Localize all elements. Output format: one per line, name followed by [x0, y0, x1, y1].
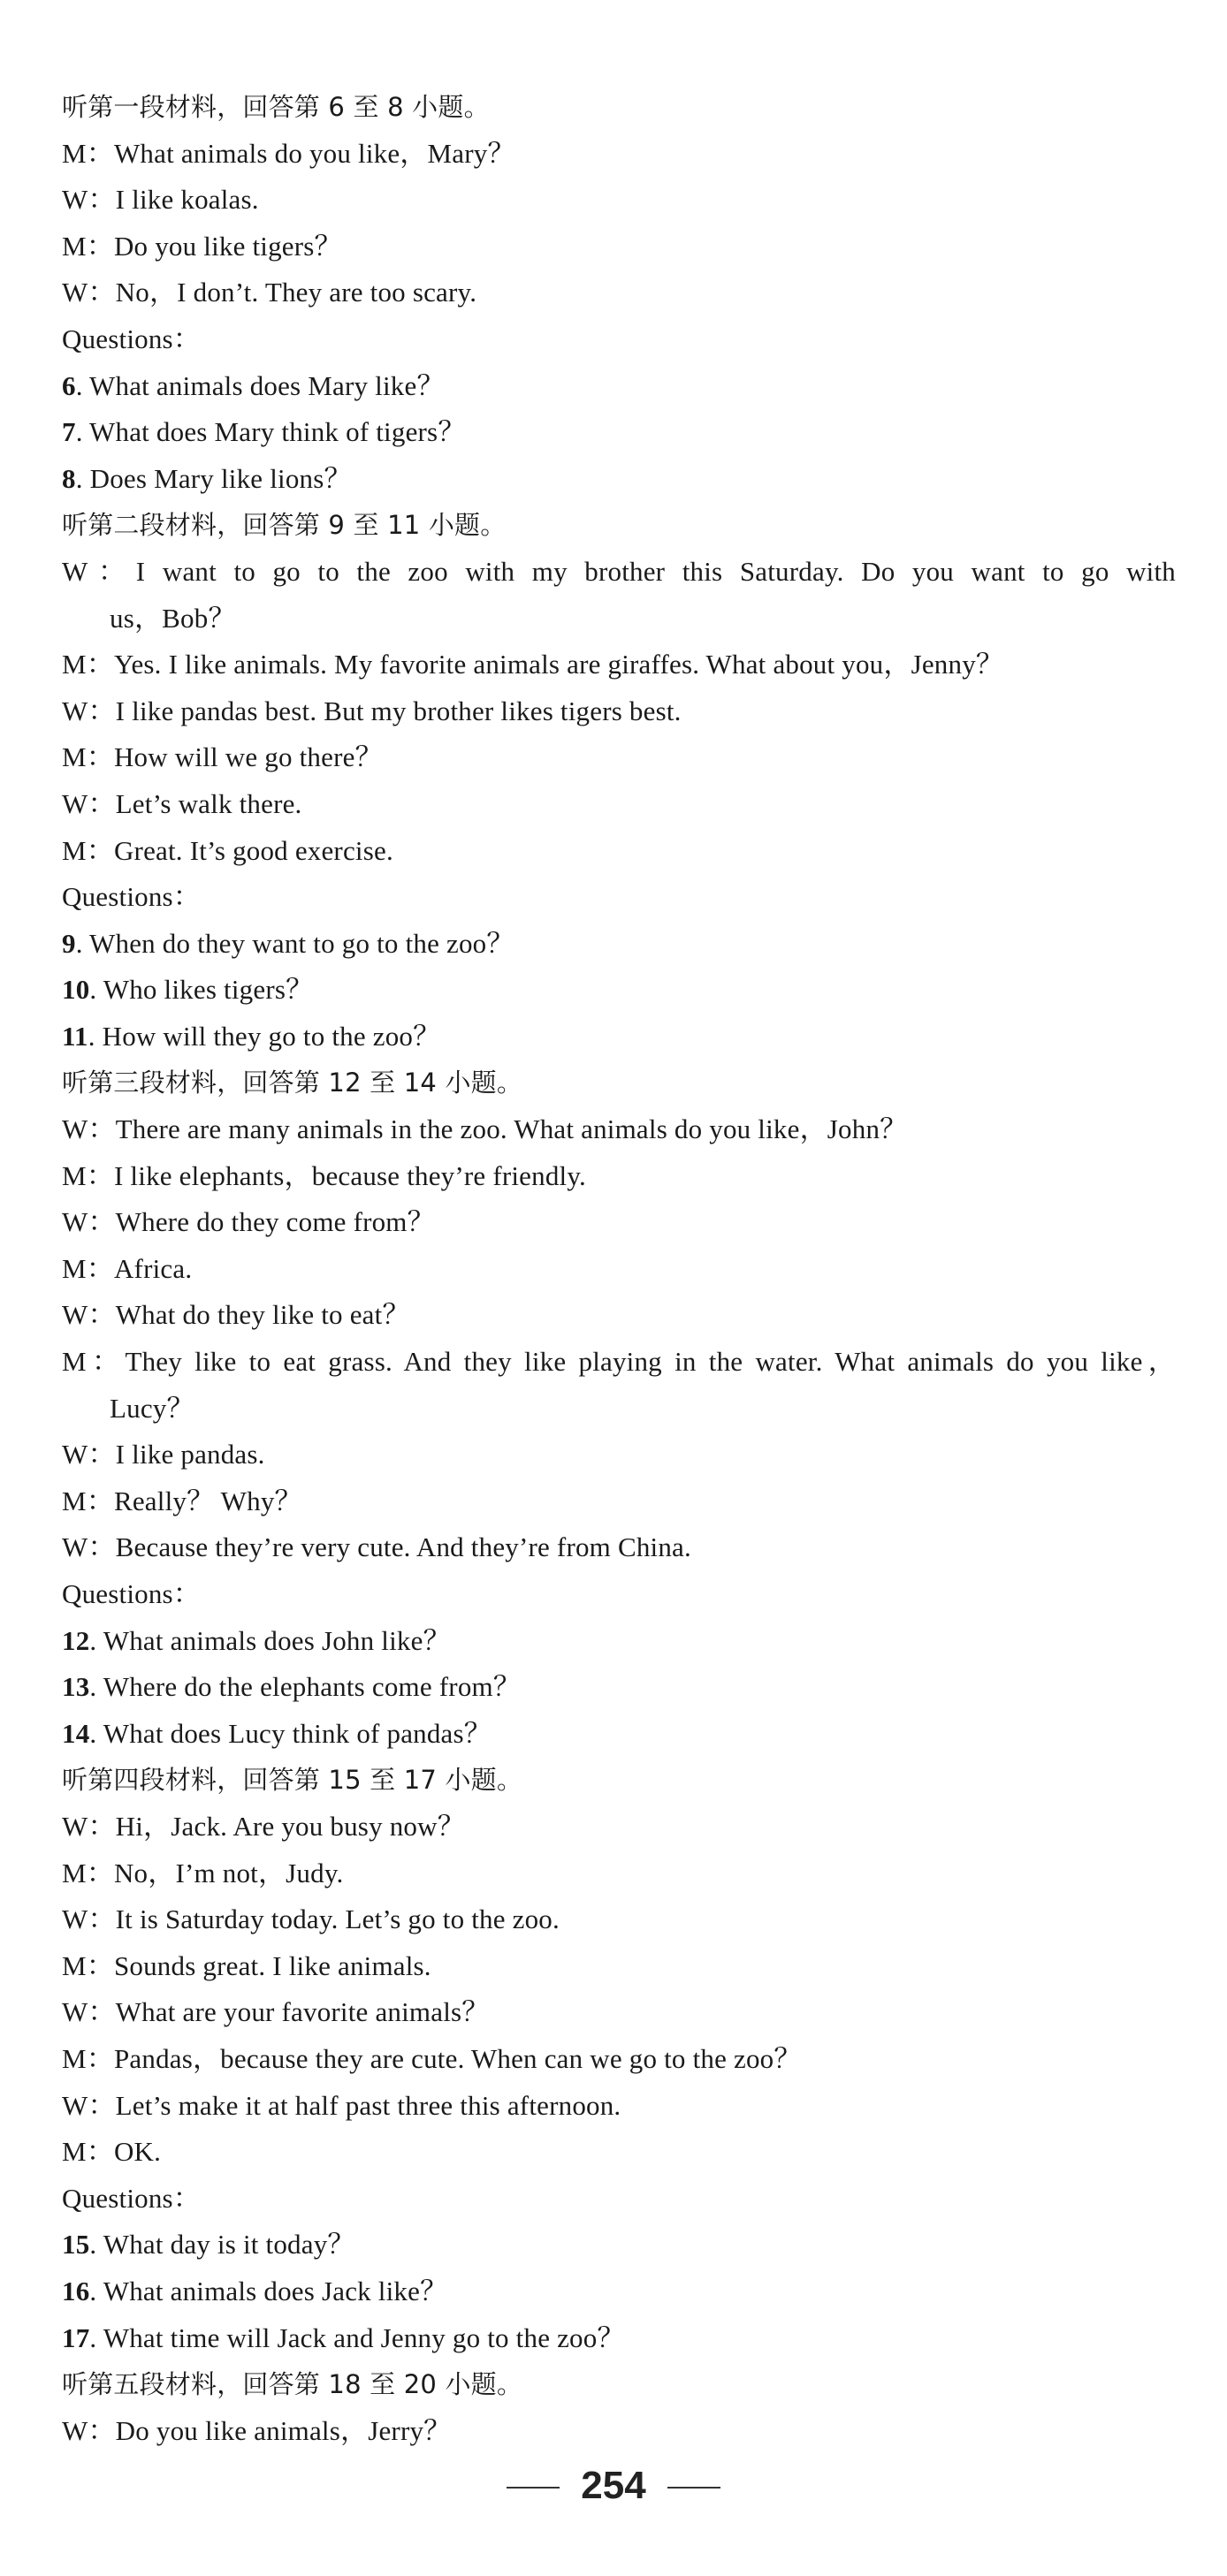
question-item: [62, 921, 1176, 968]
dialog-line: W：Hi，Jack. Are you busy now？: [62, 1810, 465, 1842]
page-footer: [0, 2464, 1227, 2508]
dialog-line: W：What are your favorite animals？: [62, 1996, 490, 2028]
question-text: . What does Mary think of tigers？: [75, 416, 466, 448]
question-number: 12: [62, 1624, 90, 1656]
dialog-line: W：There are many animals in the zoo. What animals do you like，John？: [62, 1113, 908, 1145]
section-heading: 听第二段材料，回答第 9 至 11 小题。: [62, 510, 507, 541]
question-text: . What animals does Mary like？: [75, 369, 445, 401]
dialog-line: M：Do you like tigers？: [62, 230, 342, 262]
dialog-line: M：What animals do you like，Mary？: [62, 137, 515, 169]
question-text: . What animals does John like？: [89, 1624, 451, 1656]
dialog-line: W：Do you like animals，Jerry？: [62, 2414, 452, 2446]
footer-dash-right: [667, 2487, 720, 2489]
question-item: [62, 2222, 1176, 2268]
dialog-line: W：It is Saturday today. Let’s go to the zoo.: [62, 1904, 560, 1935]
dialog-line: [62, 549, 1176, 642]
question-text: . Who likes tigers？: [89, 974, 314, 1006]
question-number: 13: [62, 1671, 90, 1703]
dialog-line: W：No，I don’t. They are too scary.: [62, 277, 477, 308]
question-text: . Where do the elephants come from？: [89, 1671, 522, 1703]
dialog-text: M：They like to eat grass. And they like playing in the water. What animals do you like，: [62, 1346, 1176, 1378]
section-heading: 听第四段材料，回答第 15 至 17 小题。: [62, 1765, 523, 1796]
dialog-line: W：I like koalas.: [62, 184, 259, 216]
question-item: [62, 409, 1176, 456]
section-heading: 听第三段材料，回答第 12 至 14 小题。: [62, 1068, 523, 1098]
dialog-line: M：Sounds great. I like animals.: [62, 1949, 431, 1981]
dialog-line: W：I like pandas.: [62, 1439, 265, 1470]
section-heading: 听第一段材料，回答第 6 至 8 小题。: [62, 92, 490, 122]
question-item: [62, 456, 1176, 503]
dialog-line: M：Africa.: [62, 1252, 193, 1284]
question-number: 17: [62, 2321, 90, 2353]
footer-dash-left: [507, 2487, 560, 2489]
question-number: 15: [62, 2229, 90, 2261]
questions-label: Questions：: [62, 1578, 201, 1609]
dialog-line: [62, 1339, 1176, 1432]
dialog-line: W：Let’s make it at half past three this afternoon.: [62, 2089, 621, 2121]
dialog-line: W：Let’s walk there.: [62, 787, 302, 819]
dialog-line: M：Really？ Why？: [62, 1485, 302, 1516]
question-number: 14: [62, 1717, 90, 1749]
question-item: [62, 967, 1176, 1014]
question-number: 11: [62, 1020, 88, 1052]
dialog-line: W：I like pandas best. But my brother likes tigers best.: [62, 695, 682, 726]
dialog-line: W：Where do they come from？: [62, 1206, 435, 1238]
page-number: 254: [581, 2464, 646, 2507]
question-item: [62, 1014, 1176, 1060]
transcript-body: [62, 84, 1176, 2454]
questions-label: Questions：: [62, 881, 201, 913]
dialog-line: M：How will we go there？: [62, 741, 383, 773]
dialog-continuation: Lucy？: [110, 1392, 194, 1424]
dialog-line: M：No，I’m not，Judy.: [62, 1857, 344, 1888]
dialog-line: W：Because they’re very cute. And they’re from China.: [62, 1531, 691, 1563]
question-number: 6: [62, 369, 76, 401]
question-text: . What animals does Jack like？: [89, 2275, 448, 2306]
question-number: 7: [62, 416, 76, 448]
dialog-text: W：I want to go to the zoo with my brother this Saturday. Do you want to go with: [62, 555, 1176, 587]
dialog-continuation: us，Bob？: [110, 602, 236, 634]
dialog-line: M：I like elephants，because they’re friendly.: [62, 1159, 586, 1191]
question-text: . When do they want to go to the zoo？: [75, 927, 514, 959]
dialog-line: M：Great. It’s good exercise.: [62, 834, 393, 866]
dialog-line: M：Yes. I like animals. My favorite animals are giraffes. What about you，Jenny？: [62, 649, 1004, 680]
question-item: [62, 2315, 1176, 2362]
question-item: [62, 1664, 1176, 1711]
question-number: 16: [62, 2275, 90, 2306]
dialog-line: W：What do they like to eat？: [62, 1299, 410, 1331]
question-number: 10: [62, 974, 90, 1006]
question-number: 8: [62, 462, 76, 494]
dialog-line: M：Pandas，because they are cute. When can we go to the zoo？: [62, 2042, 802, 2074]
questions-label: Questions：: [62, 2182, 201, 2214]
question-text: . Does Mary like lions？: [75, 462, 352, 494]
question-text: . What time will Jack and Jenny go to the zoo？: [89, 2321, 625, 2353]
questions-label: Questions：: [62, 323, 201, 354]
question-number: 9: [62, 927, 76, 959]
question-item: [62, 1711, 1176, 1758]
question-text: . What does Lucy think of pandas？: [89, 1717, 492, 1749]
question-item: [62, 363, 1176, 410]
question-item: [62, 2268, 1176, 2315]
section-heading: 听第五段材料，回答第 18 至 20 小题。: [62, 2369, 523, 2400]
question-text: . How will they go to the zoo？: [88, 1020, 441, 1052]
question-text: . What day is it today？: [89, 2229, 355, 2261]
dialog-line: M：OK.: [62, 2136, 162, 2168]
question-item: [62, 1618, 1176, 1665]
